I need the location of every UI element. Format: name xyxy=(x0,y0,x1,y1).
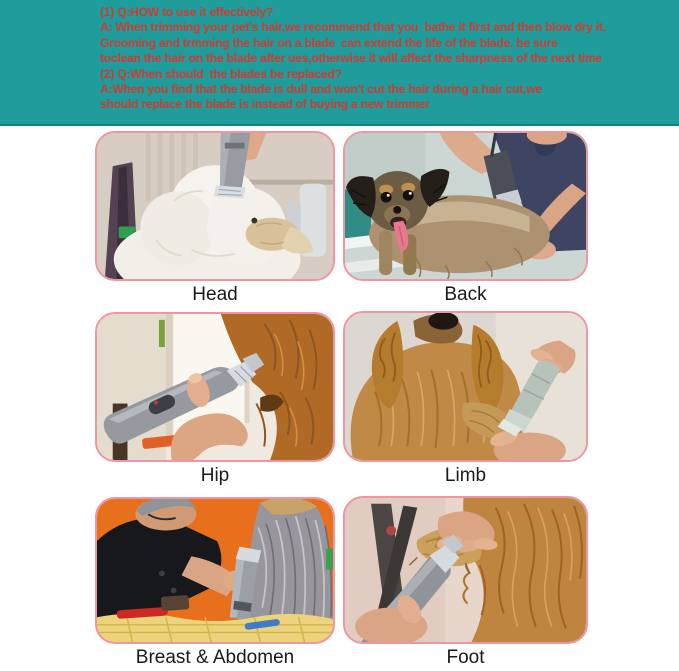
photo-back xyxy=(343,131,588,281)
hip-photo-illustration xyxy=(97,314,333,460)
head-photo-illustration xyxy=(97,133,333,279)
gallery-item-foot xyxy=(343,496,588,668)
gallery-item-back xyxy=(343,131,588,305)
faq-header xyxy=(0,0,679,126)
faq-line-6: A:When you find that the blade is dull and won't cut the hair during a hair cut,we xyxy=(100,82,542,97)
photo-limb xyxy=(343,311,588,462)
faq-line-7: should replace the blade is instead of buying a new trimmer xyxy=(100,97,430,112)
caption-limb: Limb xyxy=(444,465,487,486)
gallery-item-breast-abdomen xyxy=(95,497,335,668)
photo-foot xyxy=(343,496,588,644)
caption-foot: Foot xyxy=(446,647,485,668)
faq-line-4: toclean the hair on the blade after ues,otherwise it will affect the sharpness of the next time xyxy=(100,51,602,66)
gallery-item-head xyxy=(95,131,335,305)
gallery-item-hip xyxy=(95,312,335,486)
photo-breast-abdomen xyxy=(95,497,335,644)
green-clip xyxy=(326,549,333,570)
faq-line-3: Grooming and trmming the hair on a blade can extend the life of the blade. be sure xyxy=(100,35,558,50)
faq-line-1: (1) Q:HOW to use it effectively? xyxy=(100,5,273,19)
photo-hip xyxy=(95,312,335,462)
caption-hip: Hip xyxy=(200,465,230,486)
breast-abdomen-photo-illustration xyxy=(97,499,333,642)
green-plant-sliver xyxy=(159,320,165,347)
caption-back: Back xyxy=(444,284,487,305)
gallery-item-limb xyxy=(343,311,588,486)
faq-line-2: A: When trimming your pet's hair,we recommend that you bathe it first and then blow dry it. xyxy=(100,20,606,35)
faq-line-5: (2) Q:When should the blades be replaced? xyxy=(100,66,342,81)
back-photo-illustration xyxy=(345,133,586,279)
caption-breast-abdomen: Breast & Abdomen xyxy=(135,647,295,668)
limb-photo-illustration xyxy=(345,313,586,460)
caption-head: Head xyxy=(192,284,238,305)
photo-head xyxy=(95,131,335,281)
foot-photo-illustration xyxy=(345,498,586,642)
